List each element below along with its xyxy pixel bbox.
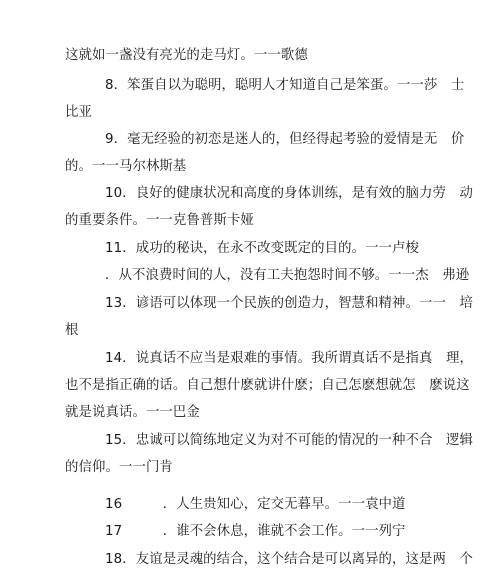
text-line: 11．成功的秘诀，在永不改变既定的目的。一一卢梭 [105,241,420,256]
text-line: 9．毫无经验的初恋是迷人的，但经得起考验的爱情是无 价 [105,132,465,147]
text-line: 13．谚语可以体现一个民族的创造力，智慧和精神。一一 培 [105,296,473,311]
text-line: 比亚 [65,105,92,120]
text-line: 的。一一马尔林斯基 [65,159,187,174]
text-line: 就是说真话。一一巴金 [65,405,200,420]
text-line: 17 ．谁不会休息，谁就不会工作。一一列宁 [105,524,406,539]
text-line: 8．笨蛋自以为聪明，聪明人才知道自己是笨蛋。一一莎 士 [105,78,465,93]
text-line: 也不是指正确的话。自己想什麽就讲什麽；自己怎麽想就怎 麽说这 [65,378,470,393]
text-line: 根 [65,323,79,338]
text-line: 10．良好的健康状况和高度的身体训练，是有效的脑力劳 动 [105,186,473,201]
text-line: 的信仰。一一门肯 [65,460,173,475]
text-line: 14．说真话不应当是艰难的事情。我所谓真话不是指真 理， [105,351,473,366]
text-line: 的重要条件。一一克鲁普斯卡娅 [65,213,254,228]
text-line: 这就如一盏没有亮光的走马灯。一一歌德 [65,48,308,63]
text-line: 15．忠诚可以简练地定义为对不可能的情况的一种不合 逻辑 [105,433,473,448]
text-line: 18．友谊是灵魂的结合，这个结合是可以离异的，这是两 个 [105,552,473,567]
text-line: 16 ．人生贵知心，定交无暮早。一一袁中道 [105,497,406,512]
text-line: ．从不浪费时间的人，没有工夫抱怨时间不够。一一杰 弗逊 [105,268,470,283]
